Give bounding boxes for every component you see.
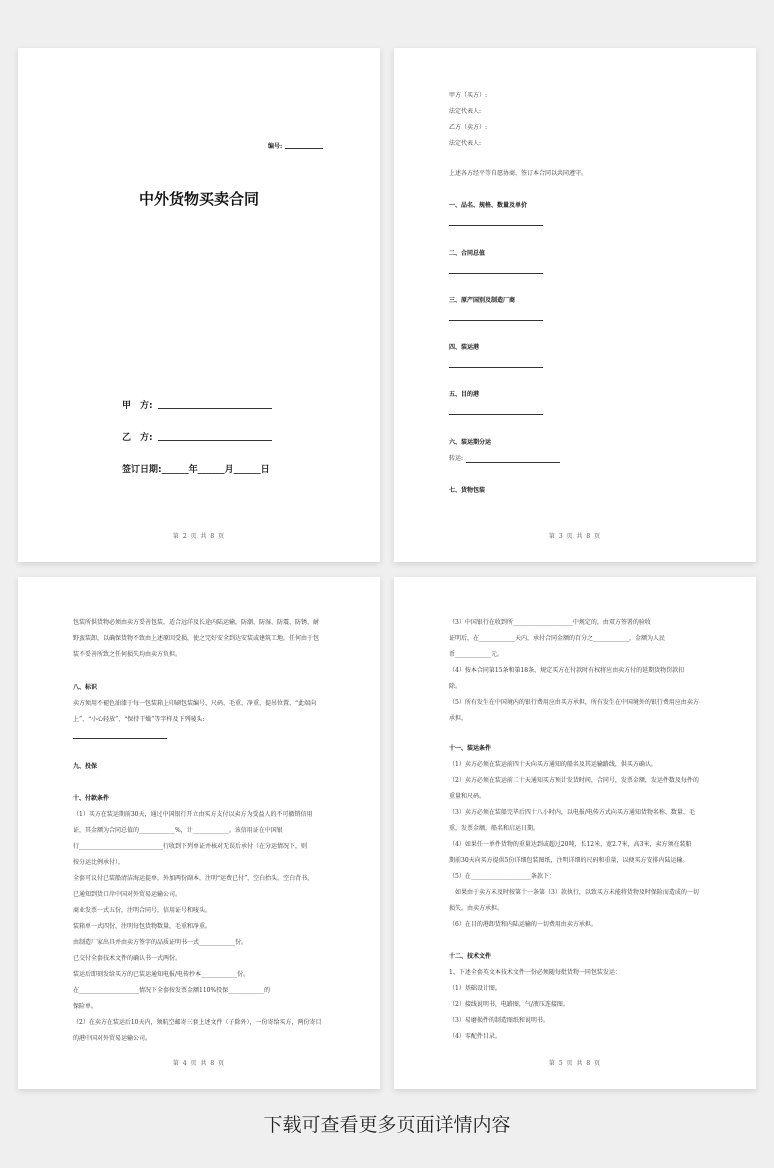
- text-line: 如果由于卖方未及时按第十一条第（3）款执行，以致买方未能将货物及时保险而造成的一切: [455, 889, 699, 896]
- sign-date: 签订日期:______年______月______日: [122, 465, 270, 475]
- text-line: 除。: [449, 683, 462, 690]
- page-footer: 第 2 页 共 8 页: [172, 533, 226, 540]
- text-line: （2）接线说明书，电路图，气/液压连接图。: [449, 1001, 569, 1008]
- text-line: 包装所供货物必须由卖方妥善包装，适合远洋及长途内陆运输，防潮、防湿、防震、防锈、耐: [73, 619, 320, 626]
- section-1-heading: 一、品名、规格、数量及单价: [449, 202, 528, 209]
- text-line: （6）在目的港卸货和内陆运输的一切费用由卖方承担。: [449, 921, 597, 928]
- text-line: 重，发票金额，船名和启运日期。: [449, 825, 540, 832]
- text-line: 商业发票一式五份，注明合同号，信用证号和唛头。: [73, 907, 212, 914]
- preamble: 上述各方经平等自愿协商，签订本合同以共同遵守。: [449, 170, 588, 177]
- page-5: [394, 577, 756, 1089]
- text-line: 承担。: [449, 715, 468, 722]
- text-line: （2）在卖方在装运后10天内，须航空邮寄三套上述文件（子除外），一份寄给买方，两份寄目: [73, 1019, 322, 1026]
- text-line: （4）按本合同第15条和第18条，规定买方在付款时有权将应由卖方付的延期货物罚款扣: [449, 667, 685, 674]
- page-4: [18, 577, 380, 1089]
- text-line: （5）在____________________条款下：: [449, 873, 555, 880]
- text-line: 币____________元。: [449, 651, 504, 658]
- party-a-rule: [158, 408, 272, 409]
- party-b-label: 乙 方:: [122, 433, 153, 443]
- party-a-label: 甲 方:: [122, 401, 153, 411]
- page-footer: 第 3 页 共 8 页: [548, 533, 602, 540]
- text-line: 证，其金额为合同总值的____________%，计____________。该信用证在中国银: [73, 827, 283, 834]
- text-line: （4）如果任一单件货物的重量达到或超过20吨，长12米，宽2.7米，高3米，卖方须在装船: [449, 841, 692, 848]
- watermark: [91, 278, 114, 309]
- section-12-heading: 十二、技术文件: [449, 953, 492, 960]
- text-line: 重量和尺码。: [449, 793, 486, 800]
- text-line: （3）易磨损件的制造图纸和说明书。: [449, 1017, 549, 1024]
- text-line: （1）卖方必须在装运前四十天向买方通知的船名及其运输路线，供买方确认。: [449, 761, 657, 768]
- section-3-rule: [449, 320, 543, 321]
- text-line: （4）零配件目录。: [449, 1033, 501, 1040]
- page-footer: 第 5 页 共 8 页: [548, 1060, 602, 1067]
- section-1-rule: [449, 225, 543, 226]
- section-7-heading: 七、货物包装: [449, 487, 486, 494]
- page-3: [394, 48, 756, 562]
- text-line: （5）所有发生在中国境内的银行费用应由买方承担，所有发生在中国境外的银行费用应由卖方: [449, 699, 699, 706]
- text-line: 全套可议付已装船清洁海运提单，外加两份副本，注明“运费已付”，空白抬头，空白背书，: [73, 875, 314, 882]
- section-2-rule: [449, 273, 543, 274]
- text-line: 保险单。: [73, 1003, 98, 1010]
- section-4-heading: 四、装运港: [449, 344, 480, 351]
- download-caption: 下载可查看更多页面详情内容: [263, 1114, 511, 1136]
- party-a-line: 甲方（买方）:: [449, 92, 488, 99]
- section-2-heading: 二、合同总值: [449, 250, 486, 257]
- section-3-heading: 三、原产国别及制造厂商: [449, 297, 516, 304]
- text-line: 1、下述全套英文本技术文件一份必须随每批货物一同包装发运：: [449, 969, 621, 976]
- section-5-heading: 五、目的港: [449, 391, 480, 398]
- text-line: （2）卖方必须在装运前二十天通知买方预计发货时间，合同号，发票金额，发运件数及每件的: [449, 777, 699, 784]
- text-line: 已通知到货口岸中国对外贸易运输公司。: [73, 891, 182, 898]
- text-line: （1）买方在装运期前30天，通过中国银行开立由买方支付以卖方为受益人的不可撤销信用: [73, 811, 313, 818]
- page-2: [18, 48, 380, 562]
- text-line: 卖方须用不褪色油漆于每一包装箱上印刷包装编号、尺码、毛重、净重、提吊位置、“此端向: [73, 700, 317, 707]
- contract-number-label: 编号:: [268, 143, 283, 150]
- page-footer: 第 4 页 共 8 页: [172, 1060, 226, 1067]
- section-6-heading: 六、装运期分运: [449, 439, 492, 446]
- section-11-heading: 十一、装运条件: [449, 745, 492, 752]
- text-line: 损失，由卖方承担。: [449, 905, 504, 912]
- party-b-line: 乙方（卖方）:: [449, 124, 488, 131]
- text-line: 上”、“小心轻放”、“保持干燥”等字样及下列唛头:: [73, 716, 205, 723]
- section-5-rule: [449, 414, 543, 415]
- text-line: 的港中国对外贸易运输公司。: [73, 1035, 152, 1042]
- party-b-rep-line: 法定代表人:: [449, 140, 482, 147]
- text-line: 行____________________________行收到下列单证并核对无误后承付（在分运情况下，则: [73, 843, 308, 850]
- party-b-rule: [158, 440, 272, 441]
- section-10-heading: 十、付款条件: [73, 795, 110, 802]
- text-line: 期前30天向买方提供5份详细包装图纸，注明详细的尺码和重量，以便买方安排内陆运输。: [449, 857, 689, 864]
- text-line: 证明后，在____________天内，承付合同金额的百分之____________，金额为人民: [449, 635, 666, 642]
- text-line: 装箱单一式四份，注明每包货物数量，毛重和净重。: [73, 923, 212, 930]
- text-line: 装不妥善所致之任何损失均由卖方负担。: [73, 651, 182, 658]
- text-line: 装运后即刻发给买方的已装运通知电报/电传抄本____________份。: [73, 971, 250, 978]
- contract-number-rule: [285, 148, 323, 149]
- section-9-heading: 九、投保: [73, 763, 98, 770]
- section-4-rule: [449, 367, 543, 368]
- shipping-mark-rule: [73, 738, 167, 739]
- contract-title: 中外货物买卖合同: [138, 190, 259, 208]
- text-line: 按分运比例承付）。: [73, 859, 125, 866]
- party-a-rep-line: 法定代表人:: [449, 108, 482, 115]
- transshipment-label: 转运:: [449, 455, 464, 462]
- text-line: 在____________________情况下全套按发票金额110%投保____________的: [73, 987, 271, 994]
- section-8-heading: 八、标识: [73, 684, 98, 691]
- text-line: 由制造厂家出具并由卖方签字的品质证明书一式____________份。: [73, 939, 248, 946]
- text-line: 已交付全套技术文件的确认书一式两份。: [73, 955, 182, 962]
- text-line: （3）中国银行在收到所____________________中规定的，由双方签署的验收: [449, 619, 651, 626]
- text-line: （3）卖方必须在装船完毕后四十八小时内，以电报/电传方式向买方通知货物名称、数量、毛: [449, 809, 695, 816]
- text-line: （1）基础设计图。: [449, 985, 501, 992]
- transshipment-rule: [466, 462, 560, 463]
- text-line: 野蛮装卸，以确保货物不致由上述原因受损，使之完好安全到达安装或建筑工地。任何由于包: [73, 635, 320, 642]
